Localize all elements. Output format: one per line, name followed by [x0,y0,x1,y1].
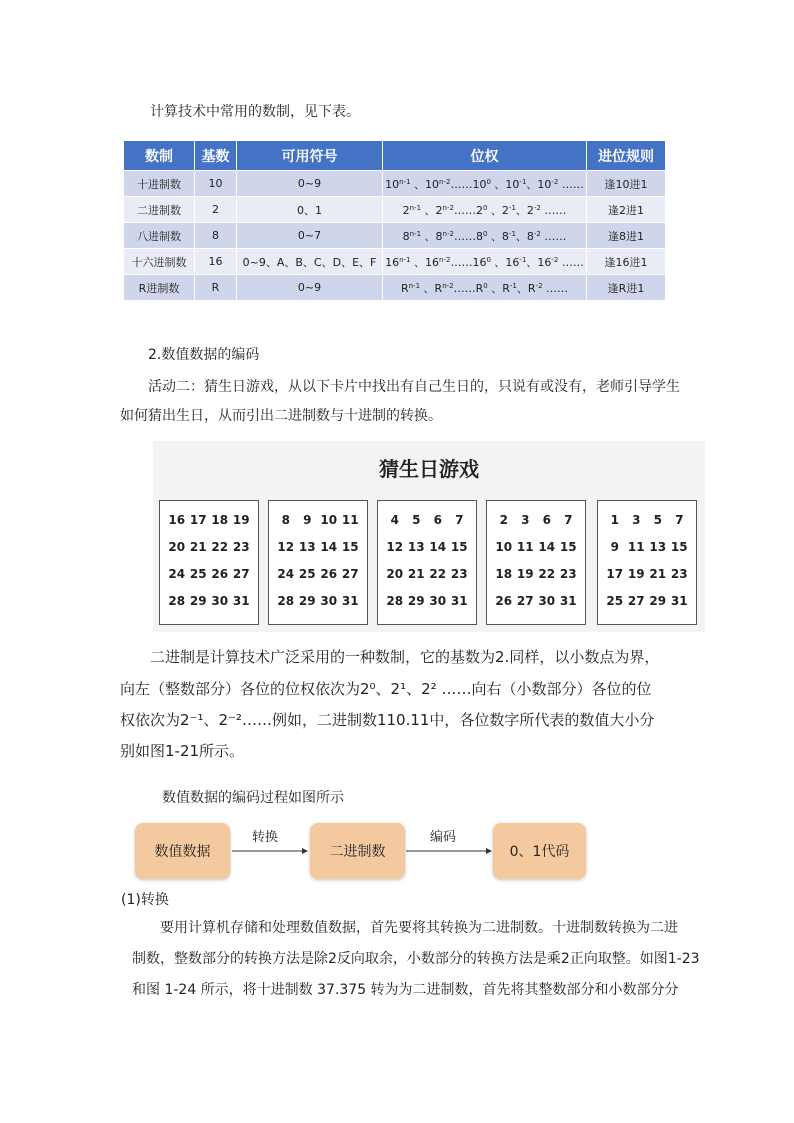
card-number: 4 [390,513,399,527]
weight-part: 8 [435,229,443,243]
weight-exponent: -2 [533,229,541,238]
card-number: 15 [559,540,577,554]
card-number: 23 [559,567,577,581]
weight-part: 、 [490,255,506,269]
number-system-table [123,140,666,301]
table-row [124,197,666,223]
weight-part: 10 [537,177,552,191]
conversion-heading: (1)转换 [121,892,169,908]
weight-part: 、 [487,203,502,217]
card-number: 9 [610,540,619,554]
flow-arrow-2 [406,849,492,853]
card-number: 5 [653,513,662,527]
header-system: 数制 [124,141,195,171]
card-number: 29 [407,594,425,608]
weight-exponent: -2 [551,255,559,264]
card-number: 19 [232,513,250,527]
card-number: 29 [189,594,207,608]
cell-rule: 逢8进1 [587,223,666,249]
weight-part: 、 [421,203,436,217]
card-number: 12 [386,540,404,554]
cell-system: 二进制数 [124,197,195,223]
card-number: 7 [564,513,573,527]
weight-exponent: n-1 [409,229,422,238]
weight-part: R [400,281,409,295]
header-rule: 进位规则 [587,141,666,171]
cell-system: 八进制数 [124,223,195,249]
card-number: 6 [542,513,551,527]
birthday-card [377,500,477,625]
weight-part: 10 [472,177,487,191]
card-number: 14 [429,540,447,554]
weight-part: …… [558,177,584,191]
card-number: 22 [211,540,229,554]
cell-weights [383,171,587,197]
cell-rule: 逢16进1 [587,249,666,275]
weight-part: 2 [435,203,443,217]
cell-base: 10 [195,171,237,197]
weight-part: …… [540,229,567,243]
header-base: 基数 [195,141,237,171]
binary-para-line-4: 别如图1-21所示。 [120,742,245,760]
weight-exponent: n-1 [408,281,421,290]
weight-part: 、 [490,177,506,191]
card-number: 10 [495,540,513,554]
cell-base: 8 [195,223,237,249]
card-number: 15 [450,540,468,554]
birthday-card [159,500,259,625]
flow-box-binary: 二进制数 [310,823,405,879]
weight-exponent: -1 [508,203,516,212]
card-number: 27 [341,567,359,581]
card-number: 21 [407,567,425,581]
weight-exponent: n-2 [442,229,454,238]
cell-symbols: 0~9 [237,275,383,301]
weight-exponent: 0 [483,281,488,290]
weight-part: 8 [501,229,509,243]
weight-part: …… [453,281,476,295]
card-number: 31 [559,594,577,608]
card-number: 29 [649,594,667,608]
weight-part: …… [558,255,584,269]
weight-exponent: n-1 [399,255,411,264]
cell-system: 十六进制数 [124,249,195,275]
weight-part: 8 [475,229,483,243]
cell-weights [383,223,587,249]
weight-exponent: n-1 [399,177,411,186]
card-number: 13 [407,540,425,554]
weight-part: 、 [515,203,527,217]
weight-exponent: n-2 [442,281,454,290]
cell-base: 16 [195,249,237,275]
card-number: 23 [450,567,468,581]
flow-label-convert: 转换 [252,830,279,845]
header-symbols: 可用符号 [237,141,383,171]
card-number: 14 [320,540,338,554]
card-number: 20 [168,540,186,554]
card-number: 5 [412,513,421,527]
weight-part: 16 [537,255,552,269]
section-heading: 2.数值数据的编码 [148,347,260,363]
weight-exponent: n-2 [442,203,454,212]
weight-part: 2 [526,203,534,217]
card-number: 21 [189,540,207,554]
card-number: 17 [606,567,624,581]
table-row [124,275,666,301]
card-number: 20 [386,567,404,581]
weight-exponent: 0 [486,177,491,186]
card-number: 14 [538,540,556,554]
weight-exponent: 0 [482,203,488,212]
weight-part: 、 [515,229,527,243]
card-number: 13 [298,540,316,554]
binary-para-line-1: 二进制是计算技术广泛采用的一种数制，它的基数为2.同样，以小数点为界， [150,648,660,666]
table-row [124,223,666,249]
weight-part: 2 [402,203,410,217]
weight-part: 2 [475,203,483,217]
weight-part: R [502,281,510,295]
card-number: 25 [606,594,624,608]
card-number: 30 [211,594,229,608]
weight-part: …… [450,177,473,191]
card-number: 27 [627,594,645,608]
cell-base: R [195,275,237,301]
binary-para-line-2: 向左（整数部分）各位的位权依次为2⁰、2¹、2² ……向右（小数部分）各位的位 [120,680,652,698]
weight-part: 、 [516,281,528,295]
weight-part: 16 [505,255,520,269]
weight-part: R [475,281,484,295]
weight-part: 8 [402,229,410,243]
birthday-card [597,500,697,625]
binary-para-line-3: 权依次为2⁻¹、2⁻²……例如，二进制数110.11中，各位数字所代表的数值大小分 [120,711,655,729]
weight-part: 16 [472,255,487,269]
card-number: 29 [298,594,316,608]
cell-symbols: 0~9、A、B、C、D、E、F [237,249,383,275]
cell-weights [383,275,587,301]
card-number: 30 [429,594,447,608]
card-number: 19 [627,567,645,581]
cell-symbols: 0、1 [237,197,383,223]
card-number: 3 [632,513,641,527]
card-number: 24 [277,567,295,581]
weight-exponent: -2 [533,203,541,212]
card-number: 30 [320,594,338,608]
cell-symbols: 0~9 [237,171,383,197]
flow-arrow-1 [232,849,308,853]
card-number: 13 [649,540,667,554]
weight-part: 2 [501,203,509,217]
weight-part: 、 [410,255,426,269]
card-number: 27 [516,594,534,608]
card-number: 10 [320,513,338,527]
weight-part: 、 [487,229,502,243]
card-number: 15 [670,540,688,554]
card-number: 16 [168,513,186,527]
weight-exponent: 0 [486,255,491,264]
weight-exponent: -2 [535,281,543,290]
card-number: 1 [610,513,619,527]
card-number: 9 [303,513,312,527]
card-number: 26 [495,594,513,608]
cell-base: 2 [195,197,237,223]
conversion-line-2: 制数，整数部分的转换方法是除2反向取余，小数部分的转换方法是乘2正向取整。如图1-23 [132,951,700,967]
cell-system: R进制数 [124,275,195,301]
weight-part: 、 [526,255,538,269]
card-number: 31 [341,594,359,608]
weight-part: …… [450,255,473,269]
weight-part: 、 [420,281,435,295]
card-number: 19 [516,567,534,581]
card-number: 12 [277,540,295,554]
weight-part: 16 [425,255,440,269]
weight-part: …… [540,203,567,217]
card-number: 27 [232,567,250,581]
weight-part: …… [453,229,476,243]
card-number: 26 [320,567,338,581]
cell-rule: 逢R进1 [587,275,666,301]
card-number: 8 [281,513,290,527]
card-number: 28 [386,594,404,608]
card-number: 3 [521,513,530,527]
weight-part: …… [453,203,476,217]
weight-exponent: -1 [519,177,527,186]
card-number: 22 [538,567,556,581]
table-row [124,171,666,197]
weight-exponent: n-2 [439,255,451,264]
flow-label-encode: 编码 [430,830,457,845]
weight-exponent: 0 [482,229,488,238]
card-number: 22 [429,567,447,581]
weight-part: 、 [421,229,436,243]
weight-exponent: -1 [519,255,527,264]
card-number: 11 [341,513,359,527]
activity-line-1: 活动二：猜生日游戏，从以下卡片中找出有自己生日的，只说有或没有，老师引导学生 [148,379,680,395]
weight-part: 、 [410,177,426,191]
weight-part: 、 [526,177,538,191]
card-number: 11 [627,540,645,554]
weight-part: 10 [505,177,520,191]
weight-part: R [434,281,443,295]
card-number: 17 [189,513,207,527]
intro-text: 计算技术中常用的数制，见下表。 [150,104,360,120]
card-number: 23 [232,540,250,554]
cell-weights [383,249,587,275]
birthday-game-figure [153,441,705,632]
card-number: 31 [670,594,688,608]
weight-part: 、 [487,281,503,295]
card-number: 26 [211,567,229,581]
card-number: 25 [298,567,316,581]
weight-exponent: n-2 [439,177,451,186]
flow-box-code: 0、1代码 [493,823,586,879]
weight-exponent: -1 [509,281,517,290]
game-title: 猜生日游戏 [379,457,479,481]
weight-part: 16 [385,255,400,269]
card-number: 7 [675,513,684,527]
card-number: 30 [538,594,556,608]
card-number: 23 [670,567,688,581]
weight-part: …… [542,281,569,295]
activity-line-2: 如何猜出生日，从而引出二进制数与十进制的转换。 [120,408,442,424]
table-row [124,249,666,275]
card-number: 21 [649,567,667,581]
cell-rule: 逢10进1 [587,171,666,197]
weight-part: 10 [425,177,440,191]
card-number: 15 [341,540,359,554]
cell-system: 十进制数 [124,171,195,197]
conversion-line-3: 和图 1-24 所示，将十进制数 37.375 转为为二进制数，首先将其整数部分和小数部分分 [132,982,679,998]
card-number: 25 [189,567,207,581]
birthday-card [486,500,586,625]
cell-symbols: 0~7 [237,223,383,249]
table-header-row [124,141,666,171]
card-number: 18 [211,513,229,527]
flow-caption: 数值数据的编码过程如图所示 [162,790,344,806]
card-number: 7 [455,513,464,527]
birthday-card [268,500,368,625]
card-number: 18 [495,567,513,581]
weight-part: 10 [385,177,400,191]
card-number: 11 [516,540,534,554]
cell-rule: 逢2进1 [587,197,666,223]
card-number: 31 [450,594,468,608]
weight-exponent: n-1 [409,203,422,212]
card-number: 28 [277,594,295,608]
card-number: 6 [433,513,442,527]
weight-exponent: -2 [551,177,559,186]
flow-box-numeric-data: 数值数据 [135,823,230,879]
conversion-line-1: 要用计算机存储和处理数值数据，首先要将其转换为二进制数。十进制数转换为二进 [160,920,678,936]
card-number: 2 [499,513,508,527]
card-number: 31 [232,594,250,608]
header-weights: 位权 [383,141,587,171]
card-number: 28 [168,594,186,608]
card-number: 24 [168,567,186,581]
weight-part: 8 [526,229,534,243]
cell-weights [383,197,587,223]
weight-exponent: -1 [508,229,516,238]
weight-part: R [527,281,536,295]
